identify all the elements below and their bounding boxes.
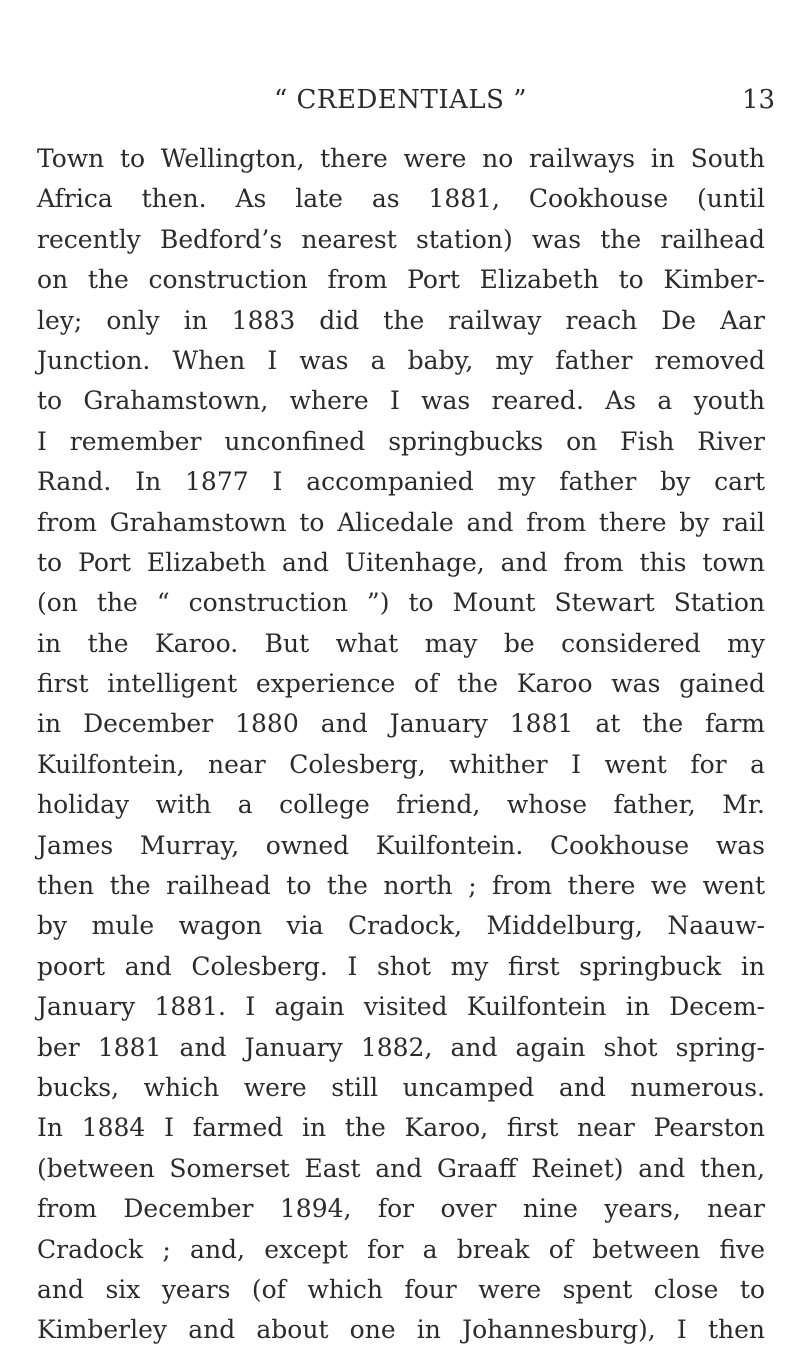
text-line: in December 1880 and January 1881 at the farm <box>37 709 765 739</box>
text-line: January 1881. I again visited Kuilfontein in Decem- <box>37 992 765 1022</box>
text-line: in the Karoo. But what may be considered my <box>37 628 765 658</box>
text-line: from December 1894, for over nine years, near <box>37 1194 765 1224</box>
text-line: (on the “ construction ”) to Mount Stewart Station <box>37 588 765 618</box>
text-line: James Murray, owned Kuilfontein. Cookhouse was <box>37 830 765 860</box>
text-line: poort and Colesberg. I shot my first springbuck in <box>37 951 765 981</box>
text-line: Rand. In 1877 I accompanied my father by cart <box>37 467 765 497</box>
text-line: ber 1881 and January 1882, and again shot spring- <box>37 1032 765 1062</box>
text-line: (between Somerset East and Graaff Reinet) and then, <box>37 1153 765 1183</box>
text-line: and six years (of which four were spent close to <box>37 1274 765 1304</box>
body-paragraph <box>37 139 765 1351</box>
text-line: In 1884 I farmed in the Karoo, first near Pearston <box>37 1113 765 1143</box>
text-line: Town to Wellington, there were no railways in South <box>37 144 765 173</box>
text-line: to Port Elizabeth and Uitenhage, and from this town <box>37 547 765 577</box>
text-line: Kimberley and about one in Johannesburg), I then <box>37 1315 765 1345</box>
running-title: “ CREDENTIALS ” <box>273 85 528 115</box>
text-line: then the railhead to the north ; from there we went <box>37 871 765 901</box>
text-line: Junction. When I was a baby, my father removed <box>37 345 765 375</box>
text-line: on the construction from Port Elizabeth to Kimber- <box>37 265 765 295</box>
text-line: ley; only in 1883 did the railway reach De Aar <box>37 305 765 335</box>
text-line: Africa then. As late as 1881, Cookhouse (until <box>37 184 765 214</box>
text-line: I remember unconfined springbucks on Fish River <box>37 426 765 456</box>
text-line: holiday with a college friend, whose father, Mr. <box>37 790 765 820</box>
text-line: Kuilfontein, near Colesberg, whither I went for a <box>37 749 765 779</box>
text-line: from Grahamstown to Alicedale and from there by rail <box>37 507 765 537</box>
text-line: first intelligent experience of the Karoo was gained <box>37 669 765 699</box>
text-line: to Grahamstown, where I was reared. As a youth <box>37 386 765 416</box>
text-line: recently Bedford’s nearest station) was the railhead <box>37 224 765 254</box>
text-line: bucks, which were still uncamped and numerous. <box>37 1072 765 1102</box>
text-line: by mule wagon via Cradock, Middelburg, Naauw- <box>37 911 765 941</box>
page-number: 13 <box>742 85 776 115</box>
text-line: Cradock ; and, except for a break of between five <box>37 1234 765 1264</box>
